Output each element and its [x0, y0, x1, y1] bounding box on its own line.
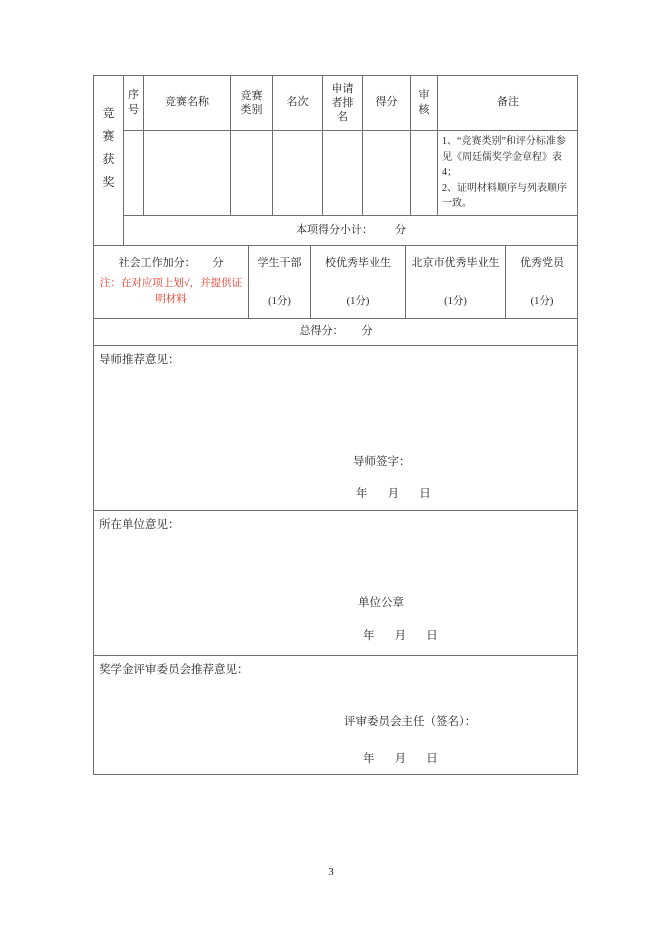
social-item-points: (1分): [268, 296, 291, 308]
header-competition-name-label: 竞赛名称: [165, 96, 209, 109]
entry-category-cell: [230, 130, 272, 215]
committee-signature-label: 评审委员会主任（签名）：: [344, 716, 477, 728]
header-score-label: 得分: [375, 96, 398, 109]
social-work-header-cell: [93, 245, 248, 318]
competition-section-label: 竞赛获奖: [102, 106, 115, 189]
total-score-unit: 分: [361, 325, 373, 338]
header-category-label: 竞赛类别: [240, 90, 263, 116]
entry-competition-name-cell: [143, 130, 230, 215]
social-item-points: (1分): [346, 296, 370, 308]
social-item-name: 学生干部: [257, 257, 302, 269]
social-item-univ-outstanding-graduate: [310, 245, 405, 318]
social-item-beijing-outstanding-graduate: [405, 245, 505, 318]
remarks-notes-cell: [437, 130, 578, 215]
committee-opinion-section: [93, 655, 578, 775]
social-item-name: 北京市优秀毕业生: [411, 257, 500, 269]
subtotal-row: [123, 215, 578, 245]
advisor-opinion-title: 导师推荐意见：: [99, 354, 180, 366]
header-review-cell: [410, 75, 437, 130]
social-item-name: 优秀党员: [520, 257, 564, 269]
entry-review-cell: [410, 130, 437, 215]
social-item-points: (1分): [530, 296, 554, 308]
unit-opinion-section: [93, 510, 578, 655]
remarks-note-1: 1、“竞赛类别”和评分标准参见《周廷儒奖学金章程》表4；: [442, 136, 566, 178]
unit-date-line: 年 月 日: [363, 630, 438, 642]
advisor-opinion-section: [93, 345, 578, 510]
subtotal-unit: 分: [395, 223, 406, 236]
social-item-points: (1分): [444, 296, 467, 308]
unit-stamp-label: 单位公章: [358, 597, 404, 609]
header-index-label: 序号: [127, 89, 139, 116]
social-work-score-line: [119, 256, 224, 271]
total-score-label: 总得分：: [299, 325, 344, 338]
header-index-cell: [123, 75, 143, 130]
social-work-unit: 分: [212, 257, 224, 270]
header-category-cell: [230, 75, 272, 130]
header-remarks-cell: [437, 75, 578, 130]
page-number: 3: [328, 866, 334, 878]
advisor-date-line: 年 月 日: [356, 488, 431, 500]
committee-date-line: 年 月 日: [363, 753, 438, 765]
entry-applicant-rank-cell: [322, 130, 362, 215]
header-applicant-rank-cell: [322, 75, 362, 130]
committee-opinion-title: 奖学金评审委员会推荐意见：: [99, 664, 249, 676]
header-rank-cell: [272, 75, 322, 130]
header-score-cell: [362, 75, 410, 130]
social-work-note: 注：在对应项上划√，并提供证明材料: [99, 277, 243, 305]
social-item-student-cadre: [248, 245, 310, 318]
entry-index-cell: [123, 130, 143, 215]
total-score-row: [93, 318, 578, 345]
unit-opinion-title: 所在单位意见：: [99, 519, 180, 531]
header-remarks-label: 备注: [497, 96, 519, 109]
social-work-label: 社会工作加分：: [118, 257, 196, 270]
header-applicant-rank-label: 申请者排名: [331, 83, 354, 123]
social-item-outstanding-party-member: [505, 245, 578, 318]
advisor-signature-label: 导师签字：: [353, 456, 411, 468]
header-rank-label: 名次: [286, 96, 309, 109]
remarks-note-2: 2、证明材料顺序与列表顺序一致。: [442, 182, 567, 209]
competition-section-cell: [93, 75, 123, 245]
header-review-label: 审核: [418, 89, 430, 116]
entry-rank-cell: [272, 130, 322, 215]
social-item-name: 校优秀毕业生: [325, 257, 391, 269]
entry-score-cell: [362, 130, 410, 215]
subtotal-label: 本项得分小计：: [296, 223, 373, 236]
header-competition-name-cell: [143, 75, 230, 130]
